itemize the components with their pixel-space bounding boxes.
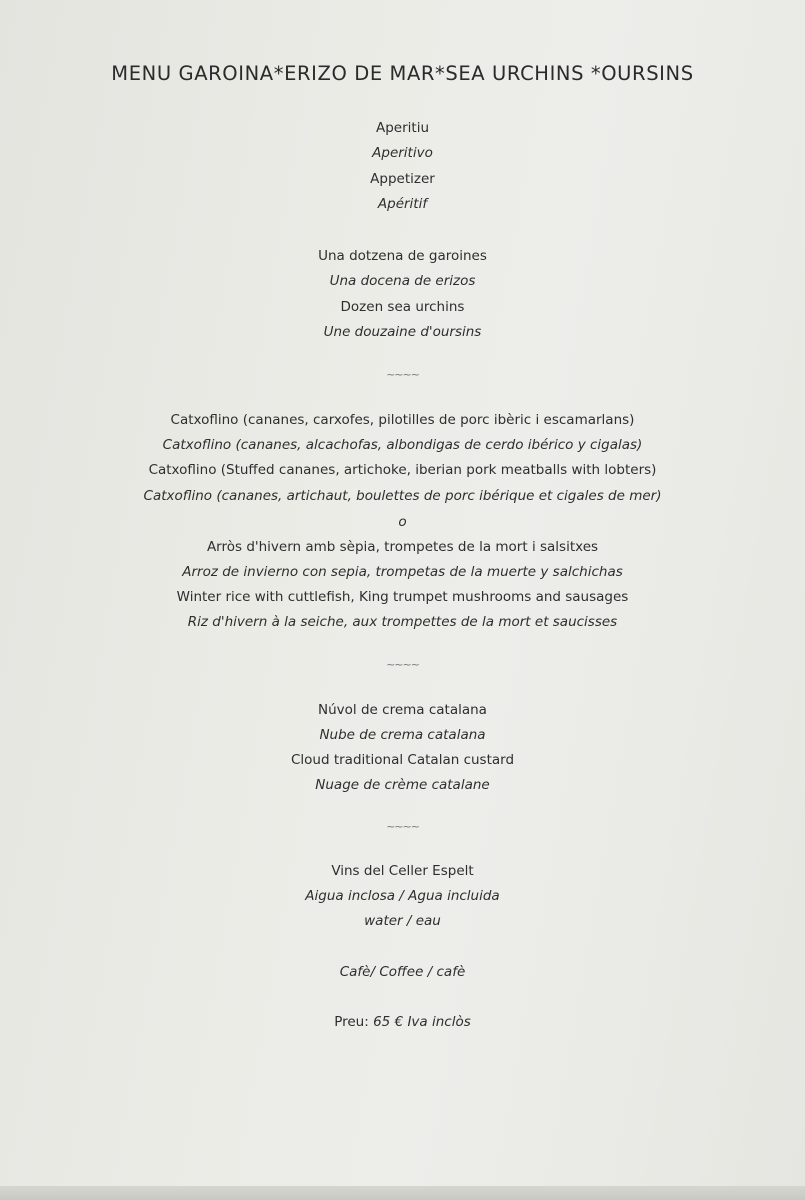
urchins-ca: Una dotzena de garoines [318, 248, 487, 264]
main-option2-ca: Arròs d'hivern amb sèpia, trompetes de la mort i salsitxes [206, 539, 599, 555]
aperitif-fr: Apéritif [377, 196, 428, 212]
separator-1: ~~~~ [386, 368, 419, 381]
main-or: o [398, 514, 407, 530]
price-value: 65 € Iva inclòs [373, 1014, 471, 1030]
dessert-fr: Nuage de crème catalane [315, 777, 490, 793]
main-option2-en: Winter rice with cuttlefish, King trumpet mushrooms and sausages [176, 589, 629, 605]
price-line [0, 1014, 805, 1030]
drinks-wine: Vins del Celler Espelt [331, 863, 474, 879]
main-option1-fr: Catxoflino (cananes, artichaut, boulettes de porc ibérique et cigales de mer) [143, 488, 662, 504]
main-option1-es: Catxoflino (cananes, alcachofas, albondigas de cerdo ibérico y cigalas) [162, 437, 643, 453]
aperitif-en: Appetizer [370, 171, 435, 187]
menu-title: MENU GAROINA*ERIZO DE MAR*SEA URCHINS *OURSINS [111, 62, 694, 85]
price-label: Preu: [334, 1014, 369, 1030]
dessert-es: Nube de crema catalana [319, 727, 486, 743]
main-option2-es: Arroz de invierno con sepia, trompetas de la muerte y salchichas [182, 564, 623, 580]
main-option2-fr: Riz d'hivern à la seiche, aux trompettes de la mort et saucisses [187, 614, 618, 630]
aperitif-ca: Aperitiu [375, 120, 429, 136]
urchins-fr: Une douzaine d'oursins [323, 324, 482, 340]
aperitif-es: Aperitivo [372, 145, 433, 161]
page-bottom-edge [0, 1186, 805, 1200]
urchins-es: Una docena de erizos [329, 273, 476, 289]
drinks-water-1: Aigua inclosa / Agua incluida [305, 888, 500, 904]
separator-2: ~~~~ [386, 658, 419, 671]
dessert-ca: Núvol de crema catalana [318, 702, 487, 718]
urchins-en: Dozen sea urchins [340, 299, 465, 315]
dessert-en: Cloud traditional Catalan custard [290, 752, 515, 768]
drinks-coffee: Cafè/ Coffee / cafè [339, 964, 466, 980]
drinks-water-2: water / eau [364, 913, 441, 929]
main-option1-ca: Catxoflino (cananes, carxofes, pilotilles de porc ibèric i escamarlans) [170, 412, 635, 428]
separator-3: ~~~~ [386, 820, 419, 833]
main-option1-en: Catxoflino (Stuffed cananes, artichoke, iberian pork meatballs with lobters) [148, 462, 657, 478]
